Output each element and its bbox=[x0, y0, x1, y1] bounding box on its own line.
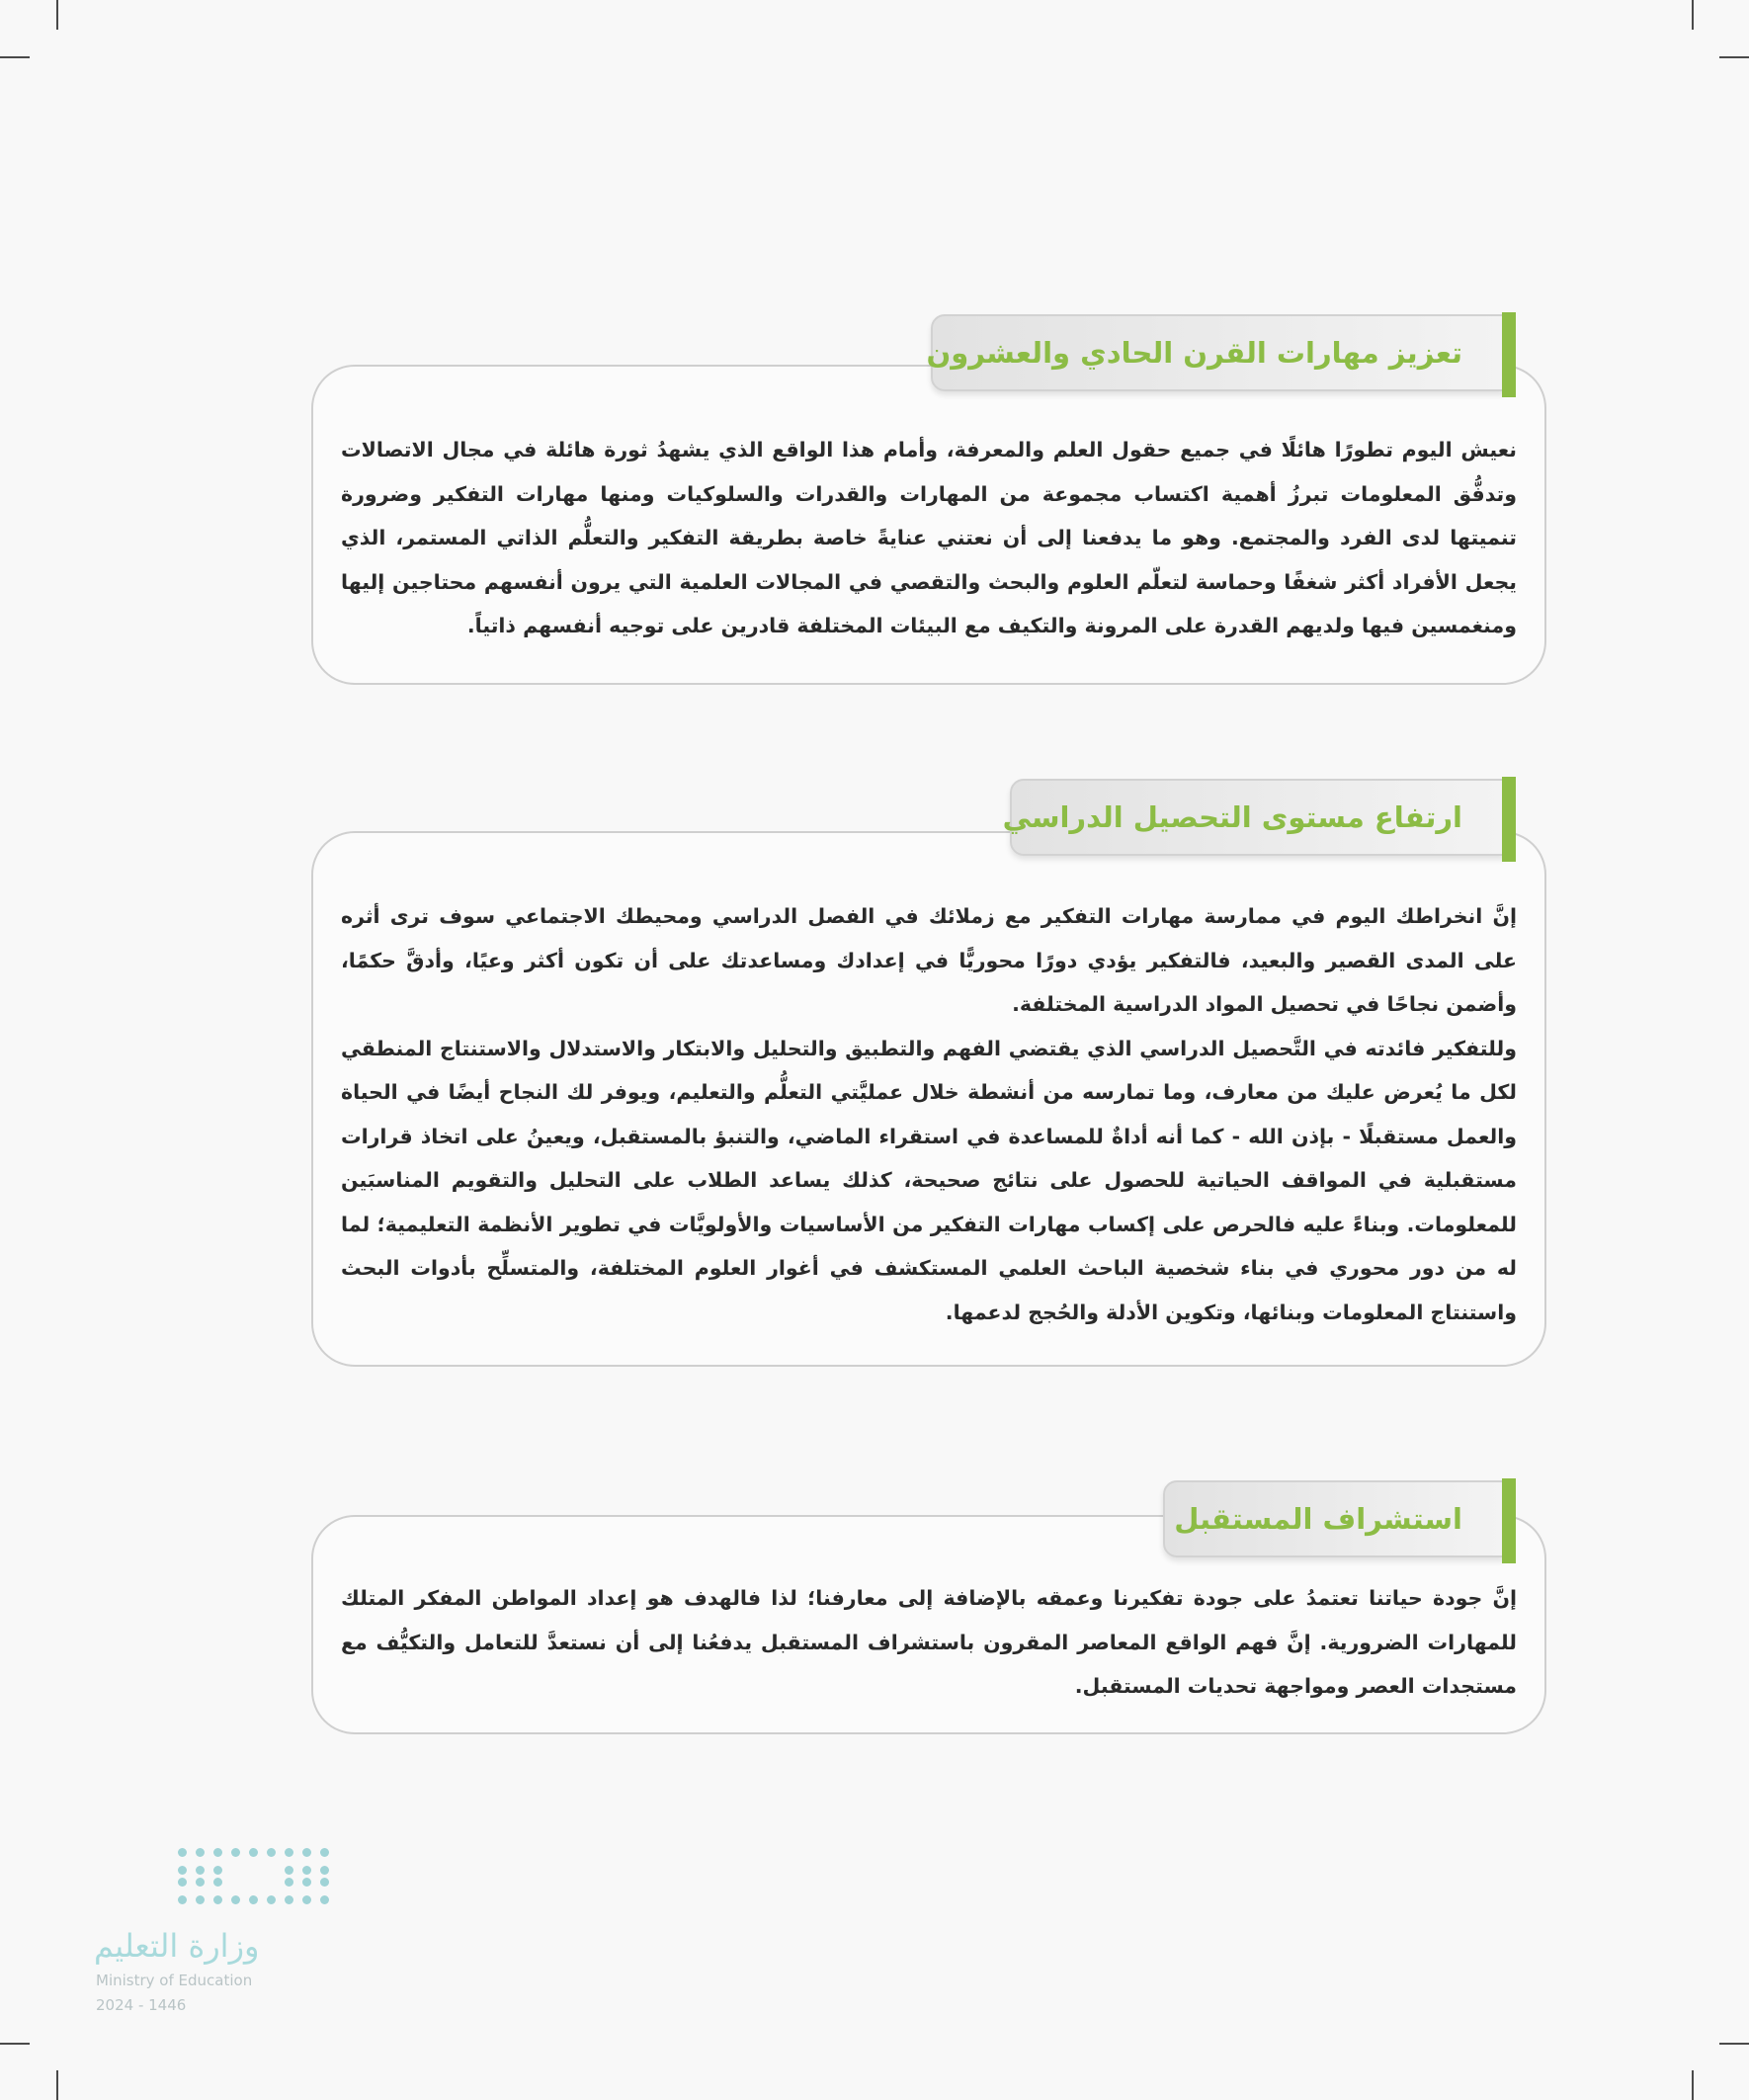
logo-dot bbox=[196, 1866, 205, 1875]
logo-dot bbox=[302, 1848, 311, 1857]
crop-mark bbox=[0, 2043, 30, 2045]
logo-dot bbox=[302, 1895, 311, 1904]
crop-mark bbox=[1692, 2070, 1694, 2100]
paragraph: وللتفكير فائدته في التَّحصيل الدراسي الذي يقتضي الفهم والتطبيق والتحليل والابتكار والاستدلال والاستنتاج المنطقي لكل ما يُعرض عليك من معارف، وما تمارسه من أنشطة خلال عمليَّتي التعلُّم والتعليم، ويوفر لك النجاح أيضًا في الحياة والعمل مستقبلًا - بإذن الله - كما أنه أداةٌ للمساعدة في استقراء الماضي، والتنبؤ بالمستقبل، ويعينُ على اتخاذ قرارات مستقبلية في المواقف الحياتية للحصول على نتائج صحيحة، كذلك يساعد الطلاب على التحليل والتقويم المناسبَين للمعلومات. وبناءً عليه فالحرص على إكساب مهارات التفكير من الأساسيات والأولويَّات في تطوير الأنظمة التعليمية؛ لما له من دور محوري في بناء شخصية الباحث العلمي المستكشف في أغوار العلوم المختلفة، والمتسلِّح بأدوات البحث واستنتاج المعلومات وبنائها، وتكوين الأدلة والحُجج لدعمها. bbox=[341, 1036, 1517, 1324]
section-body bbox=[341, 894, 1517, 1334]
green-accent-bar bbox=[1502, 777, 1516, 862]
logo-dot bbox=[320, 1866, 329, 1875]
section-title: استشراف المستقبل bbox=[1174, 1502, 1462, 1536]
section-title-tab bbox=[1002, 779, 1504, 856]
crop-mark bbox=[1719, 56, 1749, 58]
crop-mark bbox=[1692, 0, 1694, 30]
logo-dot bbox=[249, 1848, 258, 1857]
logo-dot bbox=[213, 1848, 222, 1857]
logo-dot bbox=[231, 1895, 240, 1904]
logo-dot bbox=[178, 1878, 187, 1887]
logo-dot bbox=[178, 1866, 187, 1875]
logo-dot bbox=[196, 1848, 205, 1857]
logo-dot bbox=[320, 1848, 329, 1857]
logo-dot bbox=[285, 1848, 293, 1857]
edition-year: 2024 - 1446 bbox=[96, 1996, 187, 2014]
logo-dot bbox=[213, 1866, 222, 1875]
logo-dot bbox=[285, 1878, 293, 1887]
logo-dot bbox=[249, 1895, 258, 1904]
logo-dot bbox=[196, 1878, 205, 1887]
paragraph: إنَّ انخراطك اليوم في ممارسة مهارات التفكير مع زملائك في الفصل الدراسي ومحيطك الاجتماعي سوف ترى أثره على المدى القصير والبعيد، فالتفكير يؤدي دورًا محوريًّا في إعدادك ومساعدتك على أن تكون أكثر وعيًا، وأدقَّ حكمًا، وأضمن نجاحًا في تحصيل المواد الدراسية المختلفة. bbox=[341, 904, 1517, 1016]
logo-dot bbox=[213, 1878, 222, 1887]
section-body bbox=[341, 428, 1517, 648]
logo-dot bbox=[213, 1895, 222, 1904]
section-title-tab bbox=[926, 314, 1504, 391]
green-accent-bar bbox=[1502, 312, 1516, 397]
paragraph: نعيش اليوم تطورًا هائلًا في جميع حقول العلم والمعرفة، وأمام هذا الواقع الذي يشهدُ ثورة هائلة في مجال الاتصالات وتدفُّق المعلومات تبرزُ أهمية اكتساب مجموعة من المهارات والقدرات والسلوكيات ومنها مهارات التفكير وضرورة تنميتها لدى الفرد والمجتمع. وهو ما يدفعنا إلى أن نعتني عنايةً خاصة بطريقة التفكير والتعلُّم الذاتي المستمر، الذي يجعل الأفراد أكثر شغفًا وحماسة لتعلّم العلوم والبحث والتقصي في المجالات العلمية التي يرون أنفسهم محتاجين إليها ومنغمسين فيها ولديهم القدرة على المرونة والتكيف مع البيئات المختلفة قادرين على توجيه أنفسهم ذاتياً. bbox=[341, 438, 1517, 637]
logo-dot bbox=[302, 1878, 311, 1887]
logo-dot bbox=[320, 1878, 329, 1887]
crop-mark bbox=[1719, 2043, 1749, 2045]
section-title: ارتفاع مستوى التحصيل الدراسي bbox=[1002, 800, 1462, 834]
logo-dot bbox=[178, 1848, 187, 1857]
logo-dot bbox=[267, 1895, 276, 1904]
logo-dot bbox=[178, 1895, 187, 1904]
logo-dot bbox=[285, 1895, 293, 1904]
logo-dot bbox=[196, 1895, 205, 1904]
section-title: تعزيز مهارات القرن الحادي والعشرون bbox=[926, 336, 1462, 370]
crop-mark bbox=[56, 0, 58, 30]
logo-dot bbox=[231, 1848, 240, 1857]
logo-dot bbox=[320, 1895, 329, 1904]
crop-mark bbox=[0, 56, 30, 58]
ministry-name-arabic: وزارة التعليم bbox=[94, 1927, 260, 1965]
section-body bbox=[341, 1576, 1517, 1709]
section-21st-century-skills bbox=[311, 311, 1546, 687]
logo-dot bbox=[302, 1866, 311, 1875]
logo-dots-icon bbox=[178, 1848, 346, 1917]
logo-dot bbox=[267, 1848, 276, 1857]
crop-mark bbox=[56, 2070, 58, 2100]
section-title-tab bbox=[1163, 1480, 1504, 1557]
ministry-logo bbox=[94, 1848, 351, 2026]
logo-dot bbox=[285, 1866, 293, 1875]
section-academic-achievement bbox=[311, 776, 1546, 1369]
section-foresight-future bbox=[311, 1477, 1546, 1739]
ministry-name-english: Ministry of Education bbox=[96, 1972, 253, 1989]
green-accent-bar bbox=[1502, 1478, 1516, 1563]
paragraph: إنَّ جودة حياتنا تعتمدُ على جودة تفكيرنا وعمقه بالإضافة إلى معارفنا؛ لذا فالهدف هو إعداد المواطن المفكر المتلك للمهارات الضرورية. إنَّ فهم الواقع المعاصر المقرون باستشراف المستقبل يدفعُنا إلى أن نستعدَّ للتعامل والتكيُّف مع مستجدات العصر ومواجهة تحديات المستقبل. bbox=[341, 1586, 1517, 1698]
